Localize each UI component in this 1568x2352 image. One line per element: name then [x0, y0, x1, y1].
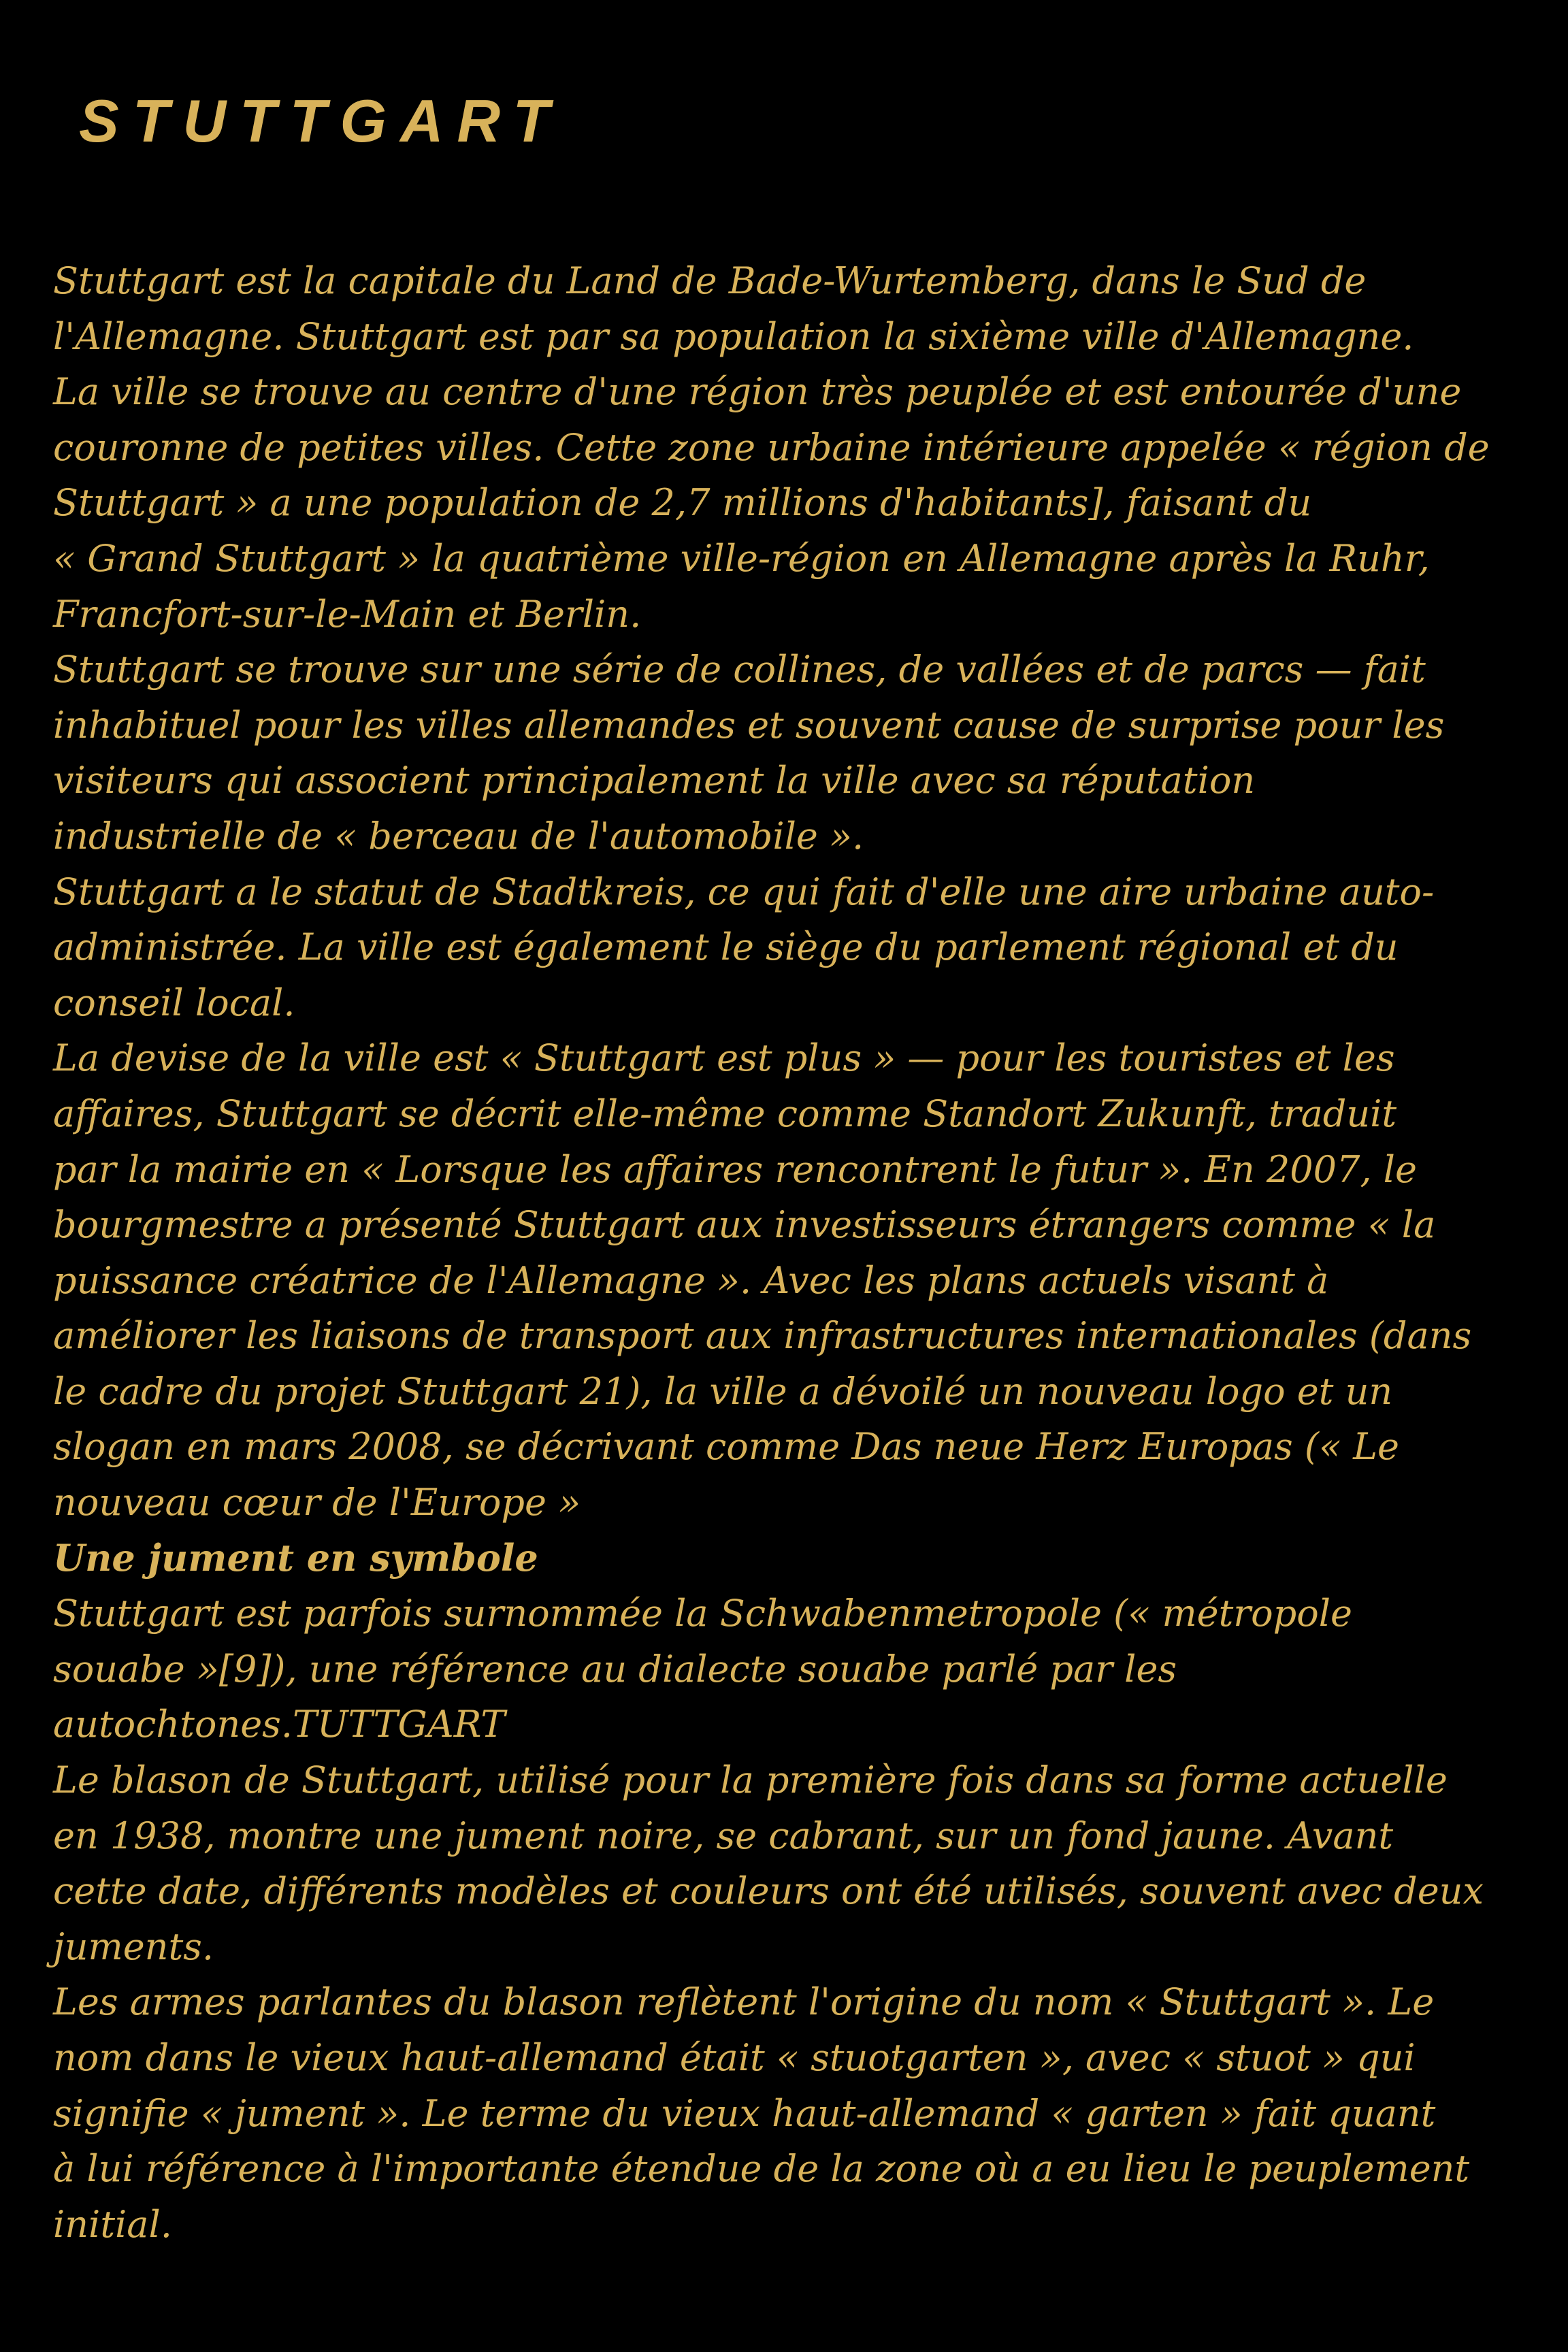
text-line: cette date, différents modèles et couleurs ont été utilisés, souvent avec deux	[53, 1869, 1484, 1913]
text-line: nouveau cœur de l'Europe »	[53, 1481, 581, 1524]
text-line: l'Allemagne. Stuttgart est par sa population la sixième ville d'Allemagne.	[53, 314, 1414, 358]
text-line: Francfort-sur-le-Main et Berlin.	[53, 592, 642, 636]
text-line: Stuttgart est la capitale du Land de Bade-Wurtemberg, dans le Sud de	[53, 259, 1367, 302]
text-line: « Grand Stuttgart » la quatrième ville-région en Allemagne après la Ruhr,	[53, 536, 1430, 580]
text-line: couronne de petites villes. Cette zone urbaine intérieure appelée « région de	[53, 425, 1490, 469]
text-line: le cadre du projet Stuttgart 21), la ville a dévoilé un nouveau logo et un	[53, 1369, 1393, 1413]
text-line: slogan en mars 2008, se décrivant comme Das neue Herz Europas (« Le	[53, 1425, 1399, 1469]
text-line: Stuttgart est parfois surnommée la Schwabenmetropole (« métropole	[53, 1592, 1352, 1635]
text-line: souabe »[9]), une référence au dialecte souabe parlé par les	[53, 1647, 1177, 1690]
text-line: initial.	[53, 2202, 172, 2246]
text-line: en 1938, montre une jument noire, se cabrant, sur un fond jaune. Avant	[53, 1814, 1394, 1857]
text-line: améliorer les liaisons de transport aux infrastructures internationales (dans	[53, 1314, 1472, 1358]
text-line: signifie « jument ». Le terme du vieux haut-allemand « garten » fait quant	[53, 2091, 1436, 2135]
section-heading: Une jument en symbole	[53, 1535, 538, 1580]
text-line: administrée. La ville est également le siège du parlement régional et du	[53, 926, 1399, 969]
text-line: bourgmestre a présenté Stuttgart aux investisseurs étrangers comme « la	[53, 1203, 1436, 1247]
text-line: La ville se trouve au centre d'une région très peuplée et est entourée d'une	[53, 370, 1462, 414]
text-line: Le blason de Stuttgart, utilisé pour la première fois dans sa forme actuelle	[53, 1759, 1448, 1802]
text-line: autochtones.TUTTGART	[53, 1703, 506, 1746]
text-line: conseil local.	[53, 981, 295, 1024]
text-line: par la mairie en « Lorsque les affaires rencontrent le futur ». En 2007, le	[53, 1147, 1417, 1191]
text-line: Stuttgart se trouve sur une série de collines, de vallées et de parcs — fait	[53, 648, 1426, 691]
text-line: industrielle de « berceau de l'automobile ».	[53, 814, 864, 858]
article-body	[53, 253, 1530, 2252]
text-line: puissance créatrice de l'Allemagne ». Avec les plans actuels visant à	[53, 1258, 1329, 1302]
text-line: Stuttgart a le statut de Stadtkreis, ce qui fait d'elle une aire urbaine auto-	[53, 870, 1435, 913]
text-line: visiteurs qui associent principalement la ville avec sa réputation	[53, 759, 1256, 802]
text-line: La devise de la ville est « Stuttgart est plus » — pour les touristes et les	[53, 1036, 1395, 1080]
text-line: inhabituel pour les villes allemandes et souvent cause de surprise pour les	[53, 703, 1445, 747]
text-line: Stuttgart » a une population de 2,7 millions d'habitants], faisant du	[53, 481, 1312, 525]
text-line: juments.	[53, 1925, 214, 1968]
text-line: à lui référence à l'importante étendue de la zone où a eu lieu le peuplement	[53, 2147, 1470, 2191]
page-title: STUTTGART	[79, 87, 564, 154]
text-line: affaires, Stuttgart se décrit elle-même comme Standort Zukunft, traduit	[53, 1092, 1397, 1135]
text-line: Les armes parlantes du blason reflètent l'origine du nom « Stuttgart ». Le	[53, 1980, 1435, 2024]
text-line: nom dans le vieux haut-allemand était « stuotgarten », avec « stuot » qui	[53, 2036, 1416, 2079]
